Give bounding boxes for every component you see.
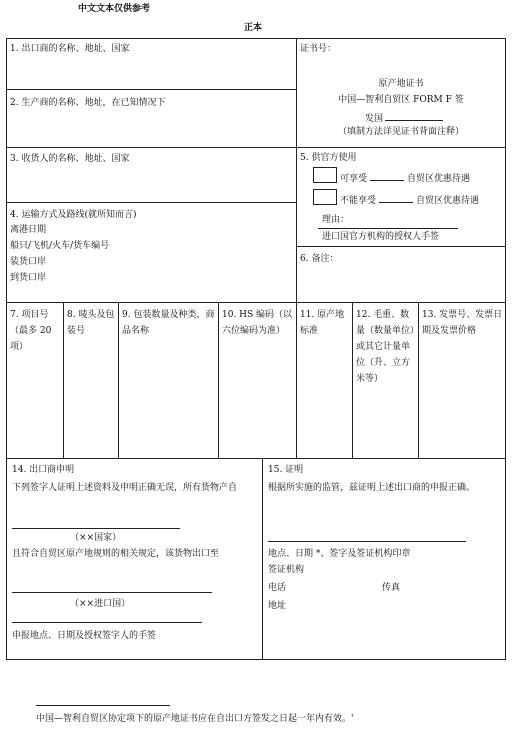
box5-opt1-text: 可享受 xyxy=(340,174,368,184)
rule-1-2 xyxy=(6,89,296,90)
box15-signature-line xyxy=(268,541,466,542)
rule-bottom-top xyxy=(6,458,506,459)
cert-no-label: 证书号： xyxy=(300,44,337,54)
box15-address: 地址 xyxy=(268,601,287,611)
col-origin-criterion: 11. 原产地标准 xyxy=(300,310,345,336)
cert-instruction: （填制方法详见证书背面注释） xyxy=(337,127,464,137)
box14-country: （××国家） xyxy=(70,533,122,543)
issued-in-blank xyxy=(385,110,443,121)
box14-country-line xyxy=(12,528,180,529)
col-divider-6 xyxy=(418,302,419,458)
cert-issued-in-text: 发国 xyxy=(365,114,384,124)
original-copy-label: 正本 xyxy=(244,23,263,33)
rule-5-6 xyxy=(296,246,506,247)
col-invoice: 13. 发票号、发票日期及发票价格 xyxy=(422,310,503,336)
col-divider-1 xyxy=(63,302,64,458)
col-divider-3 xyxy=(218,302,219,458)
box5-opt1-tail: 自贸区优惠待遇 xyxy=(407,174,471,184)
box14-declaration: 下列签字人证明上述资料及申明正确无误，所有货物产自 xyxy=(12,483,238,493)
col-divider-4 xyxy=(296,302,297,458)
box5-option-denied xyxy=(340,192,479,207)
box14-import-country-line xyxy=(12,592,212,593)
box6-label: 6. 备注： xyxy=(300,254,339,264)
rule-3-4 xyxy=(6,202,296,203)
box2-label: 2. 生产商的名称、地址，在已知情况下 xyxy=(10,98,166,108)
opt1-blank xyxy=(370,170,404,181)
preferential-checkbox[interactable] xyxy=(313,167,337,183)
col-divider-2 xyxy=(118,302,119,458)
box5-opt2-tail: 自贸区优惠待遇 xyxy=(416,196,480,206)
cert-title: 原产地证书 xyxy=(378,79,424,89)
rule-columns-top xyxy=(6,302,506,303)
cert-issued-in xyxy=(365,110,443,125)
rule-2-3 xyxy=(6,147,296,148)
box14-import-country: （××进口国） xyxy=(70,599,131,609)
box4-line-loading: 装货口岸 xyxy=(10,257,47,267)
box15-organization: 签证机构 xyxy=(268,565,305,575)
box15-fax: 传真 xyxy=(382,583,401,593)
box15-signature-caption: 地点、日期 *、签字及签证机构印章 xyxy=(268,549,411,559)
col-item-number: 7. 项目号（最多 20 项） xyxy=(10,310,52,352)
cert-subtitle: 中国—智利自贸区 FORM F 签 xyxy=(338,95,464,105)
box4-line-discharge: 到货口岸 xyxy=(10,273,47,283)
not-preferential-checkbox[interactable] xyxy=(313,189,337,205)
box5-opt2-text: 不能享受 xyxy=(340,196,377,206)
reference-note: 中文文本仅供参考 xyxy=(78,4,151,14)
col-hs-code: 10. HS 编码（以六位编码为准） xyxy=(222,310,293,336)
footnote-rule xyxy=(36,705,170,706)
box5-signature-line xyxy=(318,228,458,229)
box15-label: 15. 证明 xyxy=(268,465,304,475)
box15-certification: 根据所实施的监管，兹证明上述出口商的申报正确。 xyxy=(268,483,476,493)
box14-compliance: 且符合自贸区原产地规则的相关规定，该货物出口至 xyxy=(12,549,220,559)
bottom-divider xyxy=(262,458,263,660)
box4-label: 4. 运输方式及路线(就所知而言) xyxy=(10,210,137,220)
box14-label: 14. 出口商申明 xyxy=(12,465,75,475)
footnote: 中国—智利自贸区协定项下的原产地证书应在自出口方签发之日起一年内有效。' xyxy=(36,714,354,724)
box5-option-granted xyxy=(340,170,470,185)
box3-label: 3. 收货人的名称、地址、国家 xyxy=(10,154,130,164)
box15-phone: 电话 xyxy=(268,583,287,593)
opt2-blank xyxy=(379,192,413,203)
col-divider-5 xyxy=(352,302,353,458)
box14-signature-caption: 申报地点、日期及授权签字人的手签 xyxy=(12,631,157,641)
rule-cert-5 xyxy=(296,147,506,148)
box1-label: 1. 出口商的名称、地址、国家 xyxy=(10,44,130,54)
box5-signature-caption: 进口国官方机构的授权人手签 xyxy=(322,232,440,242)
box4-line-departure: 离港日期 xyxy=(10,225,47,235)
box14-signature-line xyxy=(12,622,202,623)
box5-reason: 理由： xyxy=(322,215,350,225)
box5-label: 5. 供官方使用 xyxy=(300,153,357,163)
col-weight-quantity: 12. 毛重、数量（数量单位）或其它计量单位（升、立方米等） xyxy=(356,310,415,384)
col-marks: 8. 唛头及包装号 xyxy=(67,310,115,336)
col-packages: 9. 包装数量及种类，商品名称 xyxy=(122,310,215,336)
box4-line-vessel: 船只/飞机/火车/货车编号 xyxy=(10,241,110,251)
